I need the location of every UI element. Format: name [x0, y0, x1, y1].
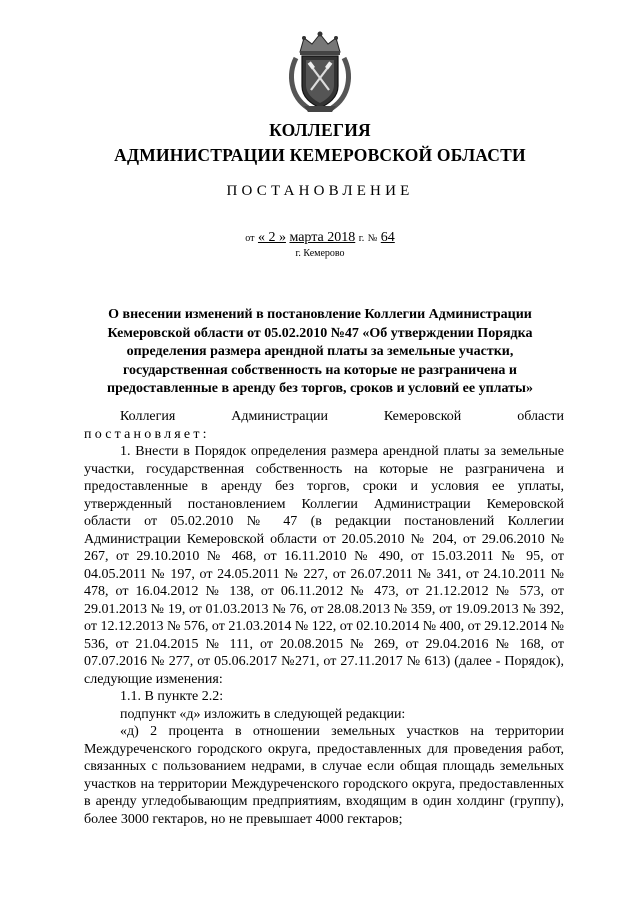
number-sign: № — [367, 233, 378, 244]
document-title: О внесении изменений в постановление Коллегии Администрации Кемеровской области от 05.02.2010 №47 «Об утверждении Порядка определения размера арендной платы за земельные участки, государственная собственность на которые не разграничена и предоставленные в аренду без торгов, сроков и условий ее уплаты» — [107, 307, 533, 396]
organization-name-line1: КОЛЛЕГИЯ — [269, 120, 371, 140]
paragraph-subpoint-d: «д) 2 процента в отношении земельных участков на территории Междуреченского городского округа, предоставленных для проведения работ, связанных с пользованием недрами, в случае если общая площадь земельных участков на территории Междуреченского городского округа, предоставленных в аренду угледобывающим предприятиям, входящим в один холдинг (группу), более 3000 гектаров, но не превышает 4000 гектаров; — [84, 724, 564, 827]
intro-verb-text: постановляет: — [84, 426, 210, 442]
intro-verb — [84, 426, 564, 444]
paragraph-subpoint: подпункт «д» изложить в следующей редакции: — [120, 706, 406, 722]
city: г. Кемерово — [295, 248, 345, 259]
document-number: 64 — [380, 230, 395, 245]
kemerovo-region-coat-of-arms-icon — [286, 30, 354, 114]
document-body — [84, 408, 564, 828]
intro-word: Кемеровской — [383, 409, 462, 424]
date-year-suffix: г. — [358, 233, 365, 244]
intro-line — [84, 408, 564, 426]
intro-word: Коллегия — [120, 409, 176, 424]
date-prefix: от — [245, 233, 255, 244]
date-day: « 2 » — [257, 230, 286, 245]
paragraph-1-1: 1.1. В пункте 2.2: — [120, 689, 224, 704]
intro-word: Администрации — [231, 409, 328, 424]
document-date-number — [0, 230, 640, 246]
paragraph-1: 1. Внести в Порядок определения размера арендной платы за земельные участки, государственная собственность на которые не разграничена и предоставленные в аренду без торгов, сроки и условия ее уплаты, утвержденный постановлением Коллегии Администрации Кемеровской области от 05.02.2010 № 47 (в редакции постановлений Коллегии Администрации Кемеровской области от 20.05.2010 № 204, от 29.06.2010 № 267, от 29.10.2010 № 468, от 16.11.2010 № 490, от 15.03.2011 № 95, от 04.05.2011 № 197, от 24.05.2011 № 227, от 26.07.2011 № 341, от 24.10.2011 № 478, от 16.04.2012 № 138, от 06.11.2012 № 473, от 21.12.2012 № 573, от 29.01.2013 № 19, от 01.03.2013 № 76, от 28.08.2013 № 359, от 19.09.2013 № 392, от 12.12.2013 № 576, от 21.03.2014 № 122, от 02.10.2014 № 400, от 29.12.2014 № 536, от 21.04.2015 № 111, от 20.08.2015 № 269, от 29.04.2016 № 168, от 07.07.2016 № 277, от 05.06.2017 №271, от 27.11.2017 № 613) (далее - Порядок), следующие изменения: — [84, 444, 564, 687]
intro-word: области — [517, 409, 564, 424]
date-month-year: марта 2018 — [289, 230, 356, 245]
organization-name-line2: АДМИНИСТРАЦИИ КЕМЕРОВСКОЙ ОБЛАСТИ — [114, 145, 526, 165]
document-type: ПОСТАНОВЛЕНИЕ — [226, 183, 414, 199]
